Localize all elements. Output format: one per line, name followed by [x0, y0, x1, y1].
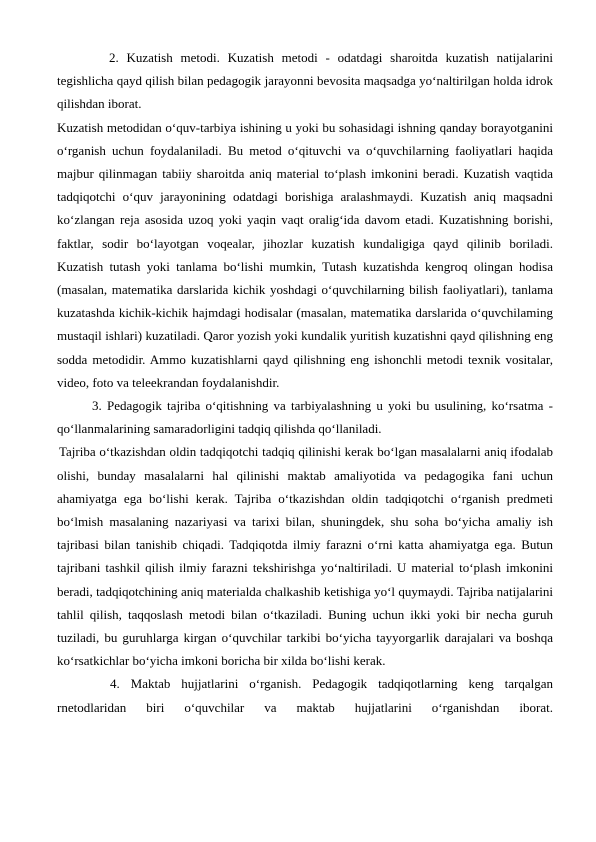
- paragraph-observation-method-body: Kuzatish metodidan o‘quv-tarbiya ishining u yoki bu sohasidagi ishning qanday borayotganini o‘rganish uchun foydalaniladi. Bu metod o‘qituvchi va o‘quvchilarning faoliyatlari haqida majbur qilinmagan tabiiy sharoitda aniq material to‘plash imkonini beradi. Kuzatish vaqtida tadqiqotchi o‘quv jarayonining odatdagi borishiga aralashmaydi. Kuzatish aniq maqsadni ko‘zlangan reja asosida uzoq yoki yaqin vaqt oralig‘ida davom etadi. Kuzatishning borishi, faktlar, sodir bo‘layotgan voqealar, jihozlar kuzatish kundaligiga qayd qilinib boriladi. Kuzatish tutash yoki tanlama bo‘lishi mumkin, Tutash kuzatishda kengroq olingan hodisa (masalan, matematika darslarida kichik yoshdagi o‘quvchilarning bilish faoliyatlari), tanlama kuzatashda kichik-kichik hajmdagi hodisalar (masalan, matematika darslarida o‘quvchilaming mustaqil ishlari) kuzatiladi. Qaror yozish yoki kundalik yuritish kuzatishni qayd qilishning eng sodda metodidir. Ammo kuzatishlarni qayd qilishning eng ishonchli metodi texnik vositalar, video, foto va teleekrandan foydalanishdir.: [57, 119, 553, 390]
- paragraph-school-documents-heading: 4. Maktab hujjatlarini o‘rganish. Pedagogik tadqiqotlarning keng tarqalgan rnetodlaridan biri o‘quvchilar va maktab hujjatlarini o‘rganishdan iborat.: [57, 676, 553, 715]
- paragraph-observation-method-heading: 2. Kuzatish metodi. Kuzatish metodi - odatdagi sharoitda kuzatish natijalarini tegishlicha qayd qilish bilan pedagogik jarayonni bevosita maqsadga yo‘naltirilgan holda idrok qilishdan iborat.: [57, 50, 553, 112]
- paragraph-pedagogical-experiment-heading: 3. Pedagogik tajriba o‘qitishning va tarbiyalashning u yoki bu usulining, ko‘rsatma - qo‘llanmalarining samaradorligini tadqiq qilishda qo‘llaniladi.: [57, 398, 553, 437]
- paragraph-pedagogical-experiment-body: Tajriba o‘tkazishdan oldin tadqiqotchi tadqiq qilinishi kerak bo‘lgan masalalarni aniq ifodalab olishi, bunday masalalarni hal qilinishi maktab amaliyotida va pedagogika fani uchun ahamiyatga ega bo‘lishi kerak. Tajriba o‘tkazishdan oldin tadqiqotchi o‘rganish predmeti bo‘lmish masalaning nazariyasi va tarixi bilan, shuningdek, shu soha bo‘yicha amaliy ish tajribasi bilan tanishib chiqadi. Tadqiqotda ilmiy farazni o‘rni katta ahamiyatga ega. Butun tajribani tashkil qilish ilmiy farazni tekshirishga yo‘naltiriladi. U material to‘plash imkonini beradi, tadqiqotchining aniq materialda chalkashib ketishiga yo‘l quymaydi. Tajriba natijalarini tahlil qilish, taqqoslash metodi bilan o‘tkaziladi. Buning uchun ikki yoki bir necha guruh tuziladi, bu guruhlarga kirgan o‘quvchilar tarkibi bo‘yicha tayyorgarlik darajalari va boshqa ko‘rsatkichlar bo‘yicha imkoni boricha bir xilda bo‘lishi kerak.: [57, 444, 553, 669]
